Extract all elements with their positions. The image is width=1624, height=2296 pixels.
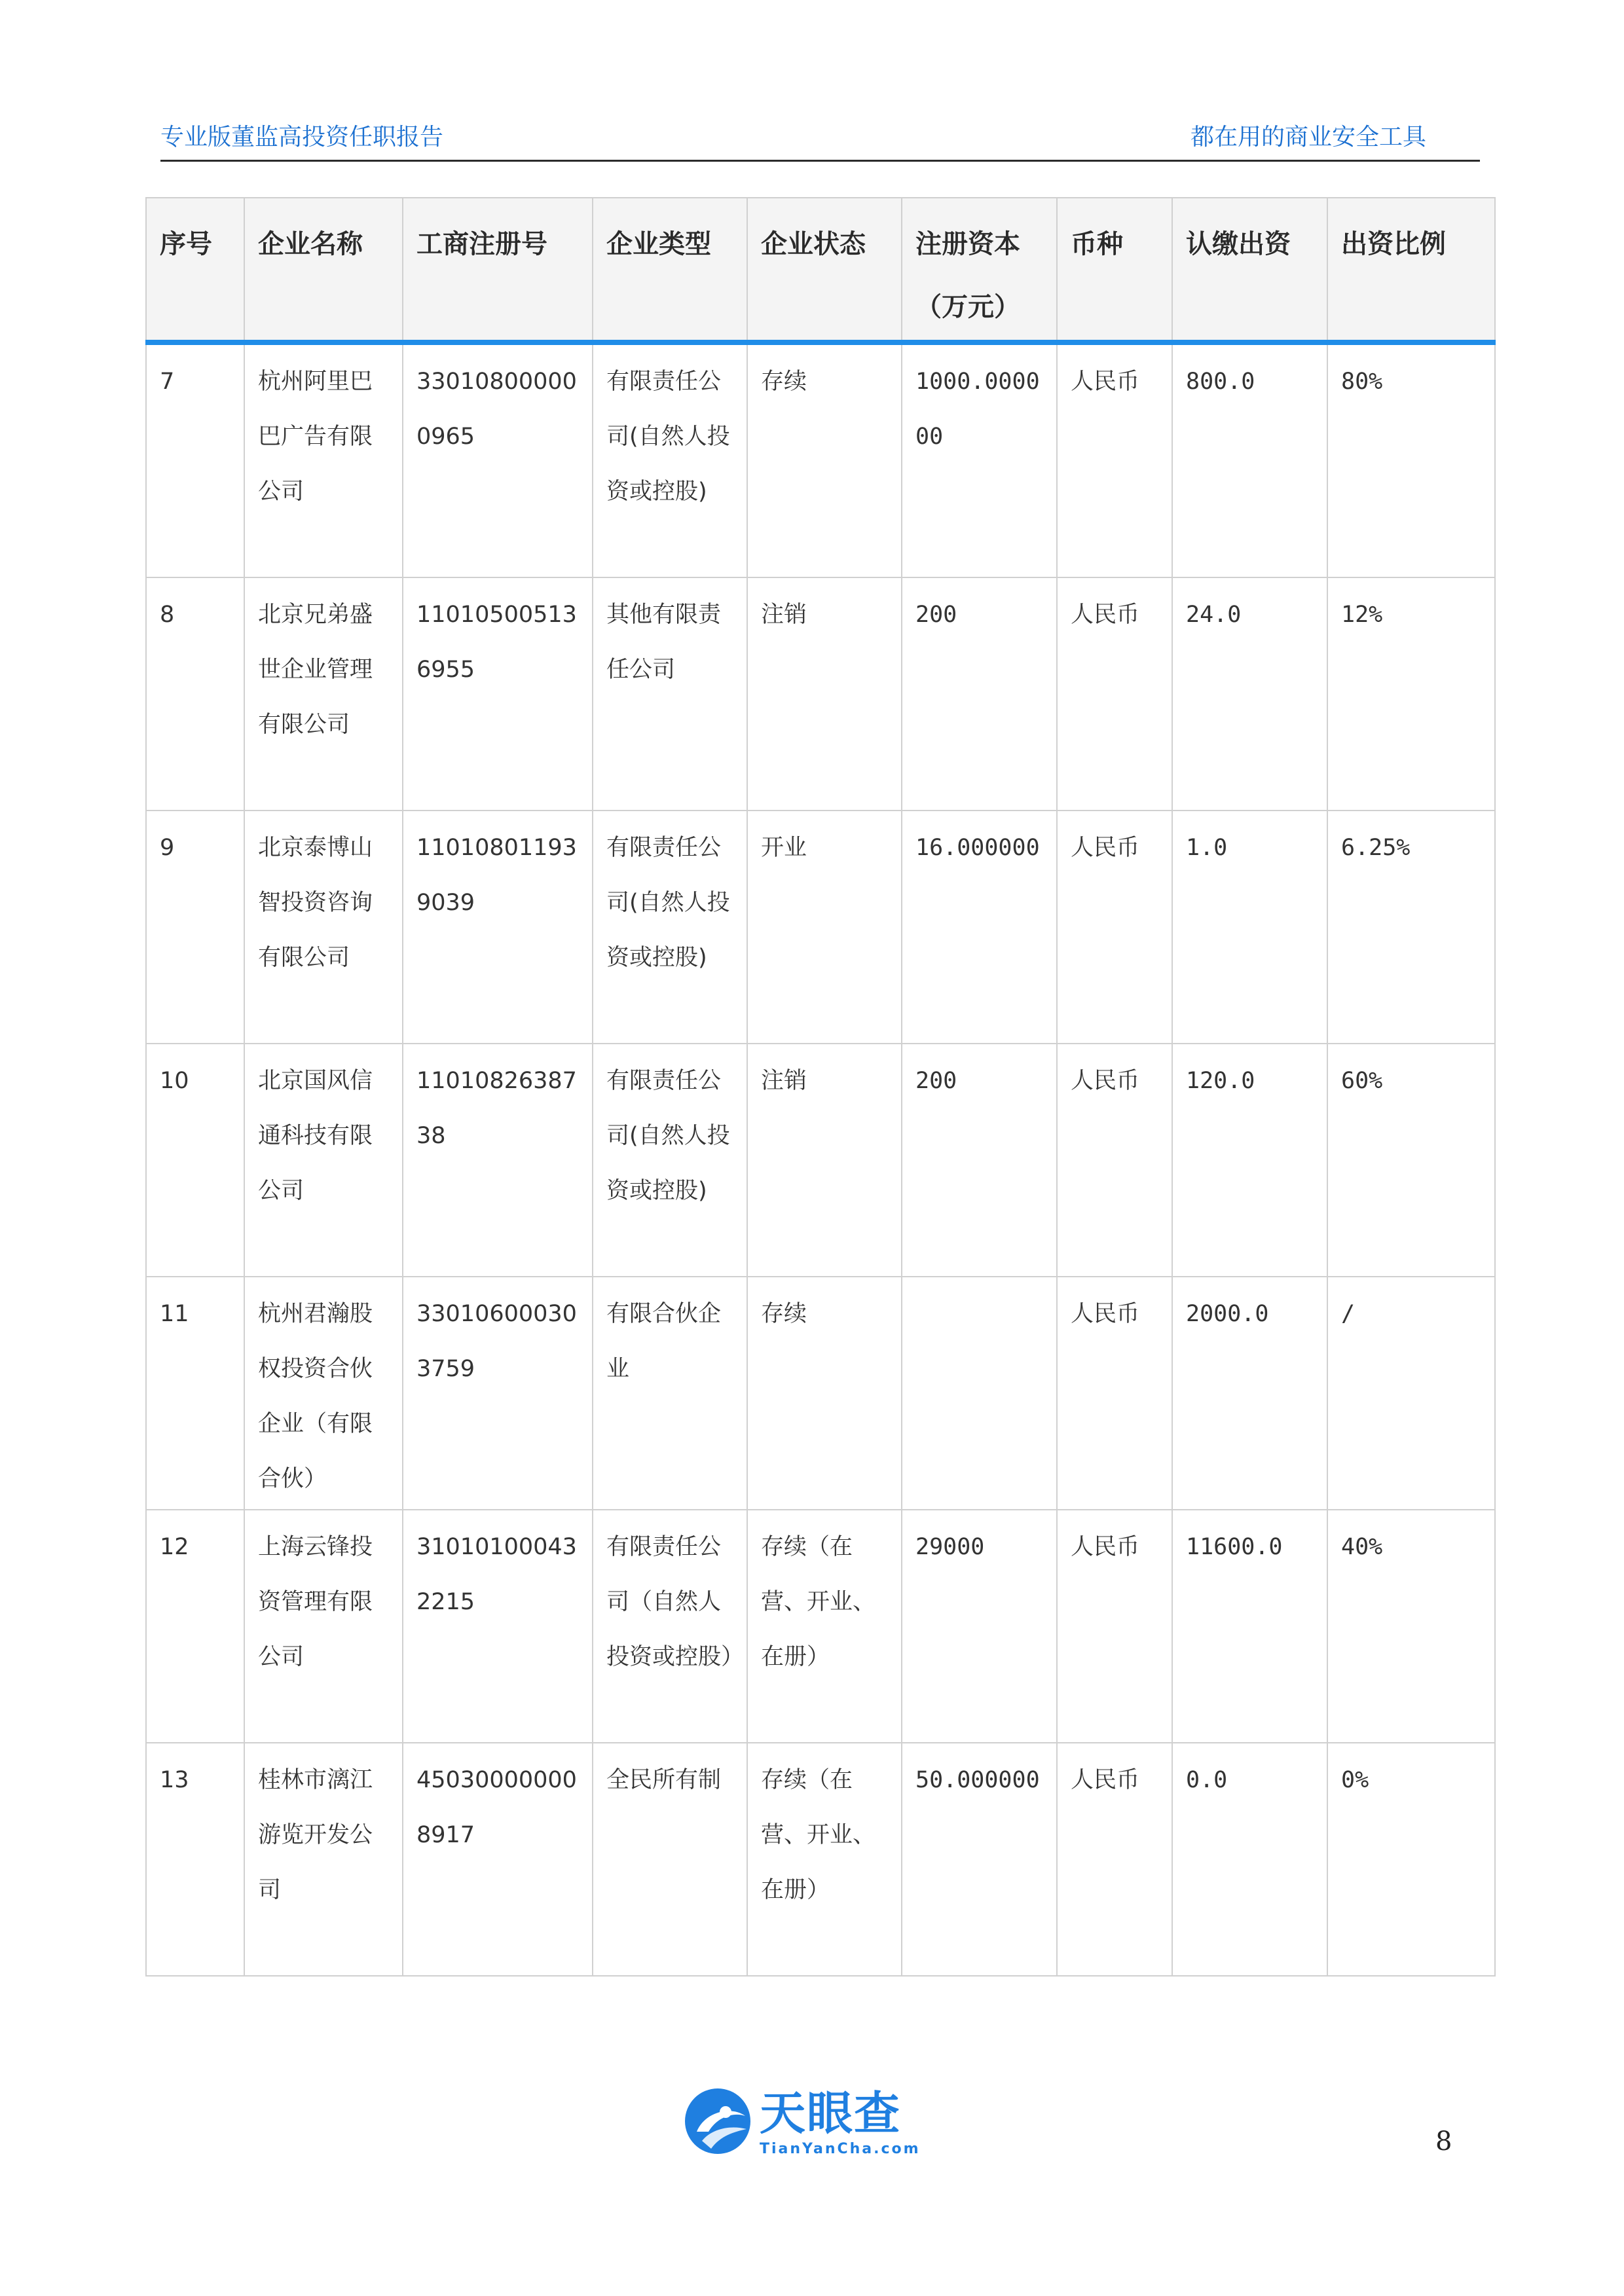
cell-no: 7 (146, 342, 244, 577)
cell-capital (902, 1277, 1057, 1510)
logo-chinese-text: 天眼查 (760, 2086, 901, 2140)
column-header-type: 企业类型 (593, 198, 747, 342)
cell-type: 有限合伙企业 (593, 1277, 747, 1510)
cell-capital: 200 (902, 577, 1057, 811)
table-row (146, 811, 1495, 1044)
cell-name: 杭州阿里巴巴广告有限公司 (244, 342, 403, 577)
cell-capital: 1000.000000 (902, 342, 1057, 577)
cell-currency: 人民币 (1057, 1743, 1172, 1976)
column-header-subscribed: 认缴出资 (1172, 198, 1327, 342)
cell-name: 北京泰博山智投资咨询有限公司 (244, 811, 403, 1044)
table-row (146, 1743, 1495, 1976)
column-header-no: 序号 (146, 198, 244, 342)
cell-ratio: 40% (1327, 1510, 1495, 1743)
cell-name: 杭州君瀚股权投资合伙企业（有限合伙） (244, 1277, 403, 1510)
table-header-row (146, 198, 1495, 342)
cell-status: 注销 (747, 577, 902, 811)
column-header-name: 企业名称 (244, 198, 403, 342)
cell-subscribed: 800.0 (1172, 342, 1327, 577)
column-header-capital: 注册资本（万元） (902, 198, 1057, 342)
tianyancha-logo (682, 2086, 931, 2158)
cell-name: 桂林市漓江游览开发公司 (244, 1743, 403, 1976)
slogan: 都在用的商业安全工具 (1190, 124, 1426, 151)
cell-capital: 16.000000 (902, 811, 1057, 1044)
cell-subscribed: 1.0 (1172, 811, 1327, 1044)
cell-currency: 人民币 (1057, 811, 1172, 1044)
cell-status: 存续 (747, 1277, 902, 1510)
report-title: 专业版董监高投资任职报告 (160, 124, 444, 151)
cell-currency: 人民币 (1057, 1044, 1172, 1277)
column-header-status: 企业状态 (747, 198, 902, 342)
cell-ratio: 12% (1327, 577, 1495, 811)
cell-currency: 人民币 (1057, 1277, 1172, 1510)
table-row (146, 1510, 1495, 1743)
cell-type: 全民所有制 (593, 1743, 747, 1976)
table-row (146, 342, 1495, 577)
cell-reg-no: 1101082638738 (403, 1044, 593, 1277)
cell-reg-no: 450300000008917 (403, 1743, 593, 1976)
cell-status: 存续 (747, 342, 902, 577)
cell-no: 12 (146, 1510, 244, 1743)
cell-ratio: 0% (1327, 1743, 1495, 1976)
cell-capital: 29000 (902, 1510, 1057, 1743)
cell-no: 8 (146, 577, 244, 811)
column-header-reg-no: 工商注册号 (403, 198, 593, 342)
cell-capital: 200 (902, 1044, 1057, 1277)
cell-reg-no: 330106000303759 (403, 1277, 593, 1510)
table-row (146, 1044, 1495, 1277)
page-number: 8 (1435, 2126, 1452, 2157)
cell-currency: 人民币 (1057, 1510, 1172, 1743)
cell-subscribed: 2000.0 (1172, 1277, 1327, 1510)
eye-logo-icon (682, 2086, 753, 2157)
cell-subscribed: 24.0 (1172, 577, 1327, 811)
cell-status: 开业 (747, 811, 902, 1044)
cell-currency: 人民币 (1057, 342, 1172, 577)
cell-type: 其他有限责任公司 (593, 577, 747, 811)
cell-ratio: 80% (1327, 342, 1495, 577)
cell-subscribed: 0.0 (1172, 1743, 1327, 1976)
cell-name: 北京国风信通科技有限公司 (244, 1044, 403, 1277)
column-header-currency: 币种 (1057, 198, 1172, 342)
cell-no: 10 (146, 1044, 244, 1277)
cell-reg-no: 110105005136955 (403, 577, 593, 811)
cell-no: 13 (146, 1743, 244, 1976)
logo-english-text: TianYanCha.com (760, 2141, 921, 2157)
cell-type: 有限责任公司(自然人投资或控股) (593, 1044, 747, 1277)
cell-name: 上海云锋投资管理有限公司 (244, 1510, 403, 1743)
cell-subscribed: 11600.0 (1172, 1510, 1327, 1743)
table-row (146, 1277, 1495, 1510)
cell-ratio: / (1327, 1277, 1495, 1510)
cell-type: 有限责任公司(自然人投资或控股) (593, 342, 747, 577)
cell-currency: 人民币 (1057, 577, 1172, 811)
cell-type: 有限责任公司（自然人投资或控股） (593, 1510, 747, 1743)
cell-ratio: 6.25% (1327, 811, 1495, 1044)
cell-type: 有限责任公司(自然人投资或控股) (593, 811, 747, 1044)
cell-capital: 50.000000 (902, 1743, 1057, 1976)
cell-subscribed: 120.0 (1172, 1044, 1327, 1277)
cell-reg-no: 330108000000965 (403, 342, 593, 577)
cell-reg-no: 110108011939039 (403, 811, 593, 1044)
column-header-ratio: 出资比例 (1327, 198, 1495, 342)
cell-ratio: 60% (1327, 1044, 1495, 1277)
cell-no: 9 (146, 811, 244, 1044)
cell-status: 存续（在营、开业、在册） (747, 1510, 902, 1743)
cell-name: 北京兄弟盛世企业管理有限公司 (244, 577, 403, 811)
cell-no: 11 (146, 1277, 244, 1510)
investment-table (145, 197, 1496, 1977)
cell-status: 注销 (747, 1044, 902, 1277)
page-header (160, 123, 1480, 162)
cell-status: 存续（在营、开业、在册） (747, 1743, 902, 1976)
table-row (146, 577, 1495, 811)
cell-reg-no: 310101000432215 (403, 1510, 593, 1743)
